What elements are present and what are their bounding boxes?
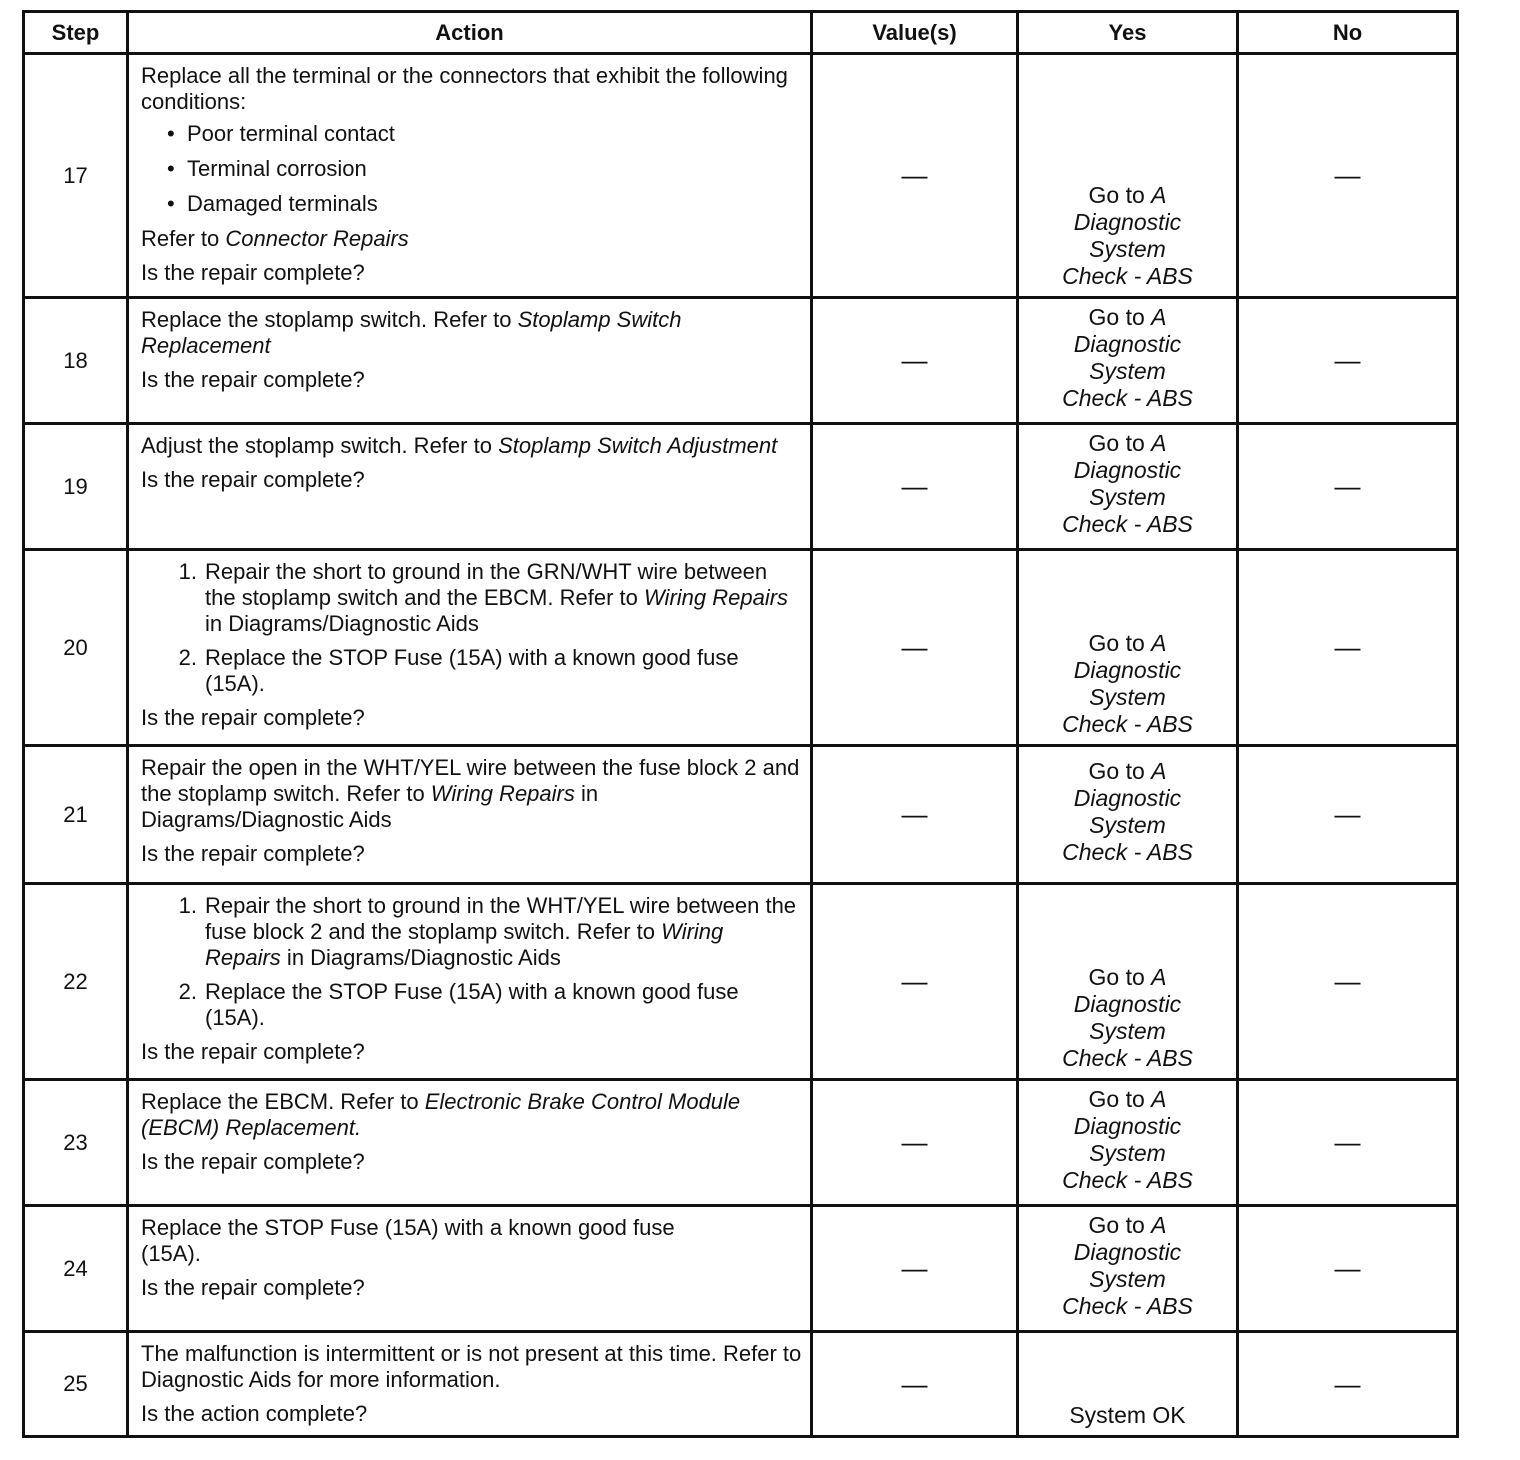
step-number: 20 — [24, 550, 128, 746]
header-step: Step — [24, 12, 128, 54]
action-text: Replace the stoplamp switch. Refer to Stoplamp Switch Replacement — [141, 307, 682, 358]
diagnostic-table — [22, 10, 1459, 1438]
value-cell: — — [812, 884, 1018, 1080]
question-text: Is the repair complete? — [141, 1039, 365, 1064]
question-text: Is the repair complete? — [141, 367, 365, 392]
question-text: Is the repair complete? — [141, 841, 365, 866]
step-number: 17 — [24, 54, 128, 298]
step-number: 25 — [24, 1332, 128, 1437]
value-cell: — — [812, 1080, 1018, 1206]
value-cell: — — [812, 1206, 1018, 1332]
question-text: Is the repair complete? — [141, 260, 365, 285]
action-cell — [128, 424, 812, 550]
table-row — [24, 1206, 1458, 1332]
reference-link: Wiring Repairs — [205, 919, 724, 970]
yes-result: System OK — [1069, 1402, 1186, 1428]
action-text: Repair the open in the WHT/YEL wire between the fuse block 2 and the stoplamp switch. Refer to Wiring Repairs in Diagrams/Diagnostic Aids — [141, 755, 800, 832]
reference-link: Electronic Brake Control Module (EBCM) Replacement. — [141, 1089, 741, 1140]
question-text: Is the repair complete? — [141, 705, 365, 730]
action-text: Replace the STOP Fuse (15A) with a known good fuse (15A). — [141, 1215, 675, 1266]
condition-list — [141, 121, 802, 217]
no-cell: — — [1238, 1332, 1458, 1437]
step-number: 24 — [24, 1206, 128, 1332]
yes-cell: Go to A Diagnostic System Check - ABS — [1018, 884, 1238, 1080]
table-row — [24, 298, 1458, 424]
list-item: 1. Repair the short to ground in the WHT/YEL wire between the fuse block 2 and the stoplamp switch. Refer to Wiring Repairs in Diagrams/Diagnostic Aids — [178, 893, 797, 970]
action-text: Replace all the terminal or the connectors that exhibit the following conditions: — [141, 63, 788, 114]
action-cell — [128, 298, 812, 424]
action-cell — [128, 54, 812, 298]
no-cell: — — [1238, 424, 1458, 550]
value-cell: — — [812, 298, 1018, 424]
question-text: Is the repair complete? — [141, 467, 365, 492]
numbered-list — [141, 559, 802, 697]
yes-cell: Go to A Diagnostic System Check - ABS — [1018, 1206, 1238, 1332]
yes-cell: Go to A Diagnostic System Check - ABS — [1018, 746, 1238, 884]
table-row — [24, 1080, 1458, 1206]
yes-cell: Go to A Diagnostic System Check - ABS — [1018, 298, 1238, 424]
no-cell: — — [1238, 1080, 1458, 1206]
action-cell — [128, 1206, 812, 1332]
list-item: 2. Replace the STOP Fuse (15A) with a known good fuse (15A). — [178, 979, 739, 1030]
list-item: 2. Replace the STOP Fuse (15A) with a known good fuse (15A). — [178, 645, 739, 696]
yes-cell: Go to A Diagnostic System Check - ABS — [1018, 54, 1238, 298]
action-cell — [128, 884, 812, 1080]
value-cell: — — [812, 54, 1018, 298]
table-row — [24, 746, 1458, 884]
table-row — [24, 550, 1458, 746]
reference-link: Stoplamp Switch Adjustment — [498, 433, 778, 458]
step-number: 23 — [24, 1080, 128, 1206]
yes-cell: Go to A Diagnostic System Check - ABS — [1018, 424, 1238, 550]
reference-link: Connector Repairs — [225, 226, 409, 251]
yes-cell: Go to A Diagnostic System Check - ABS — [1018, 1080, 1238, 1206]
table-row — [24, 54, 1458, 298]
step-number: 18 — [24, 298, 128, 424]
action-cell — [128, 1080, 812, 1206]
list-item: • Poor terminal contact — [167, 121, 802, 147]
table-row — [24, 1332, 1458, 1437]
refer-text: Refer to Connector Repairs — [141, 226, 409, 251]
action-text: Adjust the stoplamp switch. Refer to Stoplamp Switch Adjustment — [141, 433, 778, 458]
action-cell — [128, 746, 812, 884]
question-text: Is the repair complete? — [141, 1149, 365, 1174]
no-cell: — — [1238, 1206, 1458, 1332]
no-cell: — — [1238, 298, 1458, 424]
action-text: The malfunction is intermittent or is not present at this time. Refer to Diagnostic Aids for more information. — [141, 1341, 802, 1392]
header-values: Value(s) — [812, 12, 1018, 54]
no-cell: — — [1238, 550, 1458, 746]
list-item: • Damaged terminals — [167, 191, 802, 217]
value-cell: — — [812, 424, 1018, 550]
list-item: 1. Repair the short to ground in the GRN/WHT wire between the stoplamp switch and the EBCM. Refer to Wiring Repairs in Diagrams/Diagnostic Aids — [178, 559, 789, 636]
header-no: No — [1238, 12, 1458, 54]
value-cell: — — [812, 550, 1018, 746]
question-text: Is the action complete? — [141, 1401, 368, 1426]
step-number: 21 — [24, 746, 128, 884]
step-number: 19 — [24, 424, 128, 550]
reference-link: Wiring Repairs — [643, 585, 789, 610]
reference-link: Stoplamp Switch Replacement — [141, 307, 682, 358]
question-text: Is the repair complete? — [141, 1275, 365, 1300]
no-cell: — — [1238, 884, 1458, 1080]
yes-cell: Go to A Diagnostic System Check - ABS — [1018, 550, 1238, 746]
step-number: 22 — [24, 884, 128, 1080]
numbered-list — [141, 893, 802, 1031]
header-yes: Yes — [1018, 12, 1238, 54]
no-cell: — — [1238, 746, 1458, 884]
action-text: Replace the EBCM. Refer to Electronic Brake Control Module (EBCM) Replacement. — [141, 1089, 741, 1140]
no-cell: — — [1238, 54, 1458, 298]
action-cell — [128, 1332, 812, 1437]
value-cell: — — [812, 746, 1018, 884]
header-row — [24, 12, 1458, 54]
list-item: • Terminal corrosion — [167, 156, 802, 182]
reference-link: Wiring Repairs — [430, 781, 575, 806]
table-row — [24, 424, 1458, 550]
value-cell: — — [812, 1332, 1018, 1437]
table-row — [24, 884, 1458, 1080]
yes-cell — [1018, 1332, 1238, 1437]
action-cell — [128, 550, 812, 746]
header-action: Action — [128, 12, 812, 54]
